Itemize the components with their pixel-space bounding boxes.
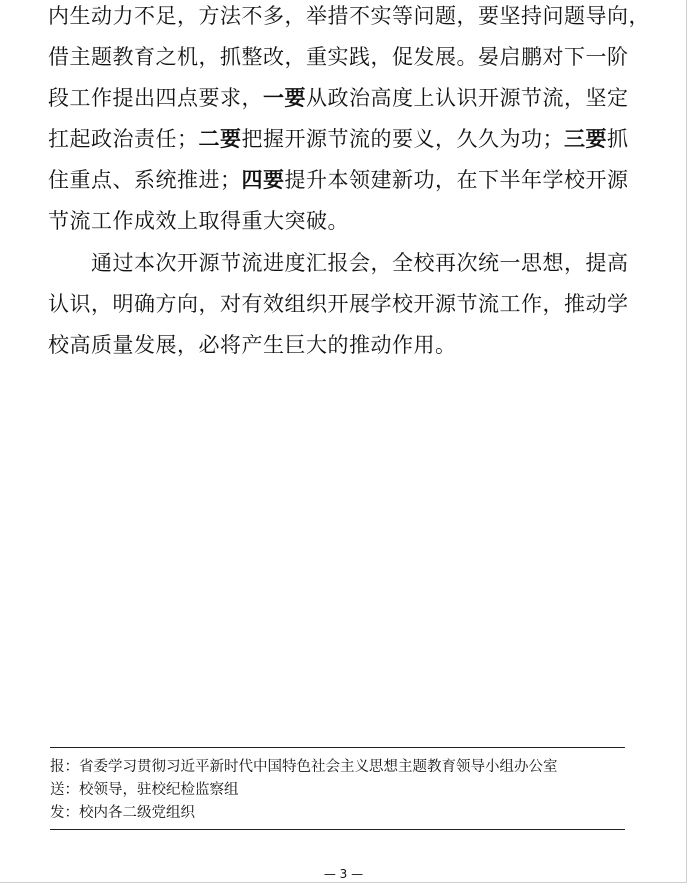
emphasis-text: 一要 xyxy=(263,86,306,110)
body-line-1: 内生动力不足，方法不多，举措不实等问题，要坚持问题导向， xyxy=(48,4,650,28)
body-text: 扛起政治责任； xyxy=(48,127,199,151)
footer-bottom-rule xyxy=(50,829,625,830)
body-text: 提升本领建新功，在下半年学校开源 xyxy=(284,168,629,192)
footer-top-rule xyxy=(50,747,625,748)
body-text: 段工作提出四点要求， xyxy=(48,86,263,110)
body-line-3 xyxy=(48,84,648,112)
emphasis-text: 四要 xyxy=(241,168,285,192)
body-line-9: 校高质量发展，必将产生巨大的推动作用。 xyxy=(48,333,457,357)
footer-distribute-to: 发：校内各二级党组织 xyxy=(50,805,195,821)
emphasis-text: 三要 xyxy=(564,127,607,151)
body-text: 抓 xyxy=(607,127,629,151)
page-number: — 3 — xyxy=(323,867,364,881)
emphasis-text: 二要 xyxy=(198,127,242,151)
body-line-2: 借主题教育之机，抓整改，重实践，促发展。晏启鹏对下一阶 xyxy=(48,45,629,69)
body-line-7: 通过本次开源节流进度汇报会，全校再次统一思想，提高 xyxy=(48,251,629,275)
body-text: 住重点、系统推进； xyxy=(48,168,242,192)
body-line-8: 认识，明确方向，对有效组织开展学校开源节流工作，推动学 xyxy=(48,292,629,316)
body-line-4 xyxy=(48,125,648,153)
body-line-6: 节流工作成效上取得重大突破。 xyxy=(48,209,349,233)
footer-report-to: 报：省委学习贯彻习近平新时代中国特色社会主义思想主题教育领导小组办公室 xyxy=(50,759,558,775)
footer-send-to: 送：校领导，驻校纪检监察组 xyxy=(50,782,239,798)
body-line-5 xyxy=(48,166,648,194)
body-text: 把握开源节流的要义，久久为功； xyxy=(241,127,564,151)
body-text: 从政治高度上认识开源节流，坚定 xyxy=(306,86,629,110)
